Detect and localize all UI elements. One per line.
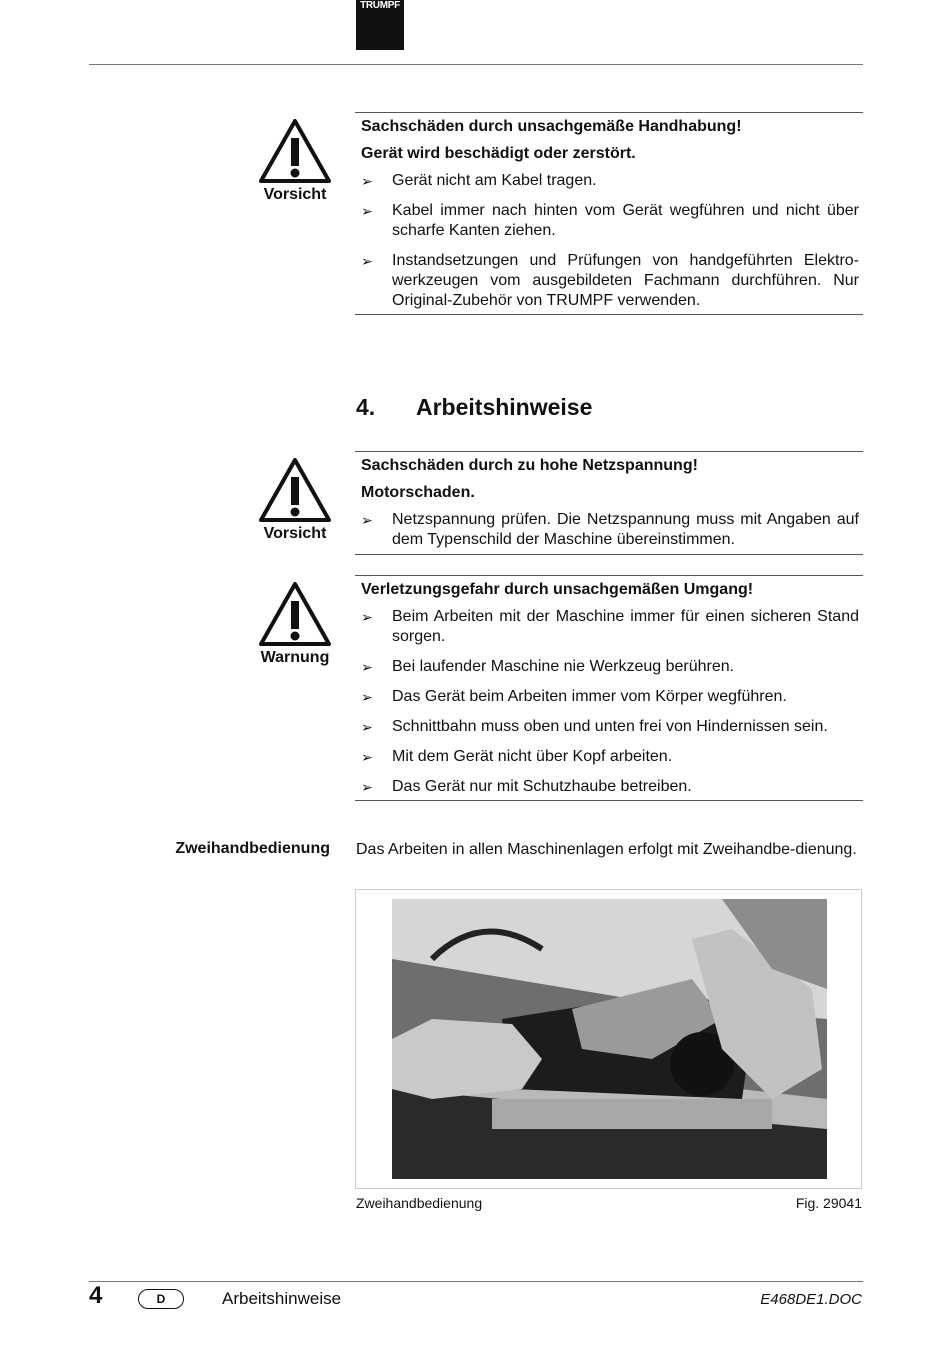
warning-label: Warnung (260, 649, 330, 666)
arrow-bullet-icon: ➢ (361, 609, 373, 625)
caution-label: Vorsicht (263, 186, 327, 203)
header-rule (89, 64, 863, 65)
warning-bottom-rule (355, 800, 863, 801)
arrow-bullet-icon: ➢ (361, 779, 373, 795)
section-heading (356, 394, 592, 421)
arrow-bullet-icon: ➢ (361, 689, 373, 705)
caution2-top-rule (355, 451, 863, 452)
warning-top-rule (355, 575, 863, 576)
list-item: ➢ Gerät nicht am Kabel tragen. (361, 172, 597, 189)
trumpf-logo: TRUMPF (356, 0, 404, 50)
document-id: E468DE1.DOC (760, 1291, 862, 1308)
arrow-bullet-icon: ➢ (361, 659, 373, 675)
caution2-block (361, 456, 859, 560)
list-item: ➢ Das Gerät beim Arbeiten immer vom Körper wegführen. (361, 688, 787, 705)
margin-label: Zweihandbedienung (175, 840, 330, 857)
arrow-bullet-icon: ➢ (361, 719, 373, 735)
caution2-title: Sachschäden durch zu hohe Netzspannung! (361, 457, 698, 474)
list-item: ➢ Kabel immer nach hinten vom Gerät wegführen und nicht über scharfe Kanten ziehen. (361, 202, 859, 239)
caution-icon-block (257, 118, 333, 204)
figure-photo (392, 899, 827, 1179)
caution1-title: Sachschäden durch unsachgemäße Handhabung! (361, 118, 742, 135)
twohand-paragraph: Das Arbeiten in allen Maschinenlagen erfolgt mit Zweihandbe-dienung. (356, 841, 857, 858)
arrow-bullet-icon: ➢ (361, 203, 373, 219)
caution2-bottom-rule (355, 554, 863, 555)
footer-rule (89, 1281, 863, 1282)
caution1-bottom-rule (355, 314, 863, 315)
arrow-bullet-icon: ➢ (361, 173, 373, 189)
caution2-label: Vorsicht (263, 525, 327, 542)
caution2-icon-block (257, 457, 333, 543)
warning-triangle-icon (258, 581, 332, 647)
section-title: Arbeitshinweise (416, 394, 593, 420)
two-hand-operation-photo (392, 899, 827, 1179)
warning-triangle-icon (258, 457, 332, 523)
arrow-bullet-icon: ➢ (361, 512, 373, 528)
list-item: ➢ Schnittbahn muss oben und unten frei von Hindernissen sein. (361, 718, 828, 735)
list-item: ➢ Mit dem Gerät nicht über Kopf arbeiten. (361, 748, 673, 765)
warning-block (361, 580, 859, 807)
language-badge: D (138, 1289, 184, 1309)
warning-title: Verletzungsgefahr durch unsachgemäßen Umgang! (361, 581, 754, 598)
caution1-top-rule (355, 112, 863, 113)
list-item: ➢ Netzspannung prüfen. Die Netzspannung muss mit Angaben auf dem Typenschild der Maschine übereinstimmen. (361, 511, 859, 548)
list-item: ➢ Beim Arbeiten mit der Maschine immer für einen sicheren Stand sorgen. (361, 608, 859, 645)
caution1-block (361, 117, 859, 321)
warning-icon-block (257, 581, 333, 667)
page-number: 4 (89, 1282, 103, 1309)
caution2-subtitle: Motorschaden. (361, 484, 475, 501)
list-item: ➢ Bei laufender Maschine nie Werkzeug berühren. (361, 658, 735, 675)
warning-triangle-icon (258, 118, 332, 184)
arrow-bullet-icon: ➢ (361, 749, 373, 765)
caution1-subtitle: Gerät wird beschädigt oder zerstört. (361, 145, 636, 162)
figure-caption: Zweihandbedienung (356, 1195, 483, 1211)
arrow-bullet-icon: ➢ (361, 253, 373, 269)
list-item: ➢ Das Gerät nur mit Schutzhaube betreiben. (361, 778, 692, 795)
section-number: 4. (356, 394, 376, 420)
footer-title: Arbeitshinweise (222, 1289, 342, 1308)
figure-number: Fig. 29041 (795, 1195, 862, 1211)
list-item: ➢ Instandsetzungen und Prüfungen von handgeführten Elektro-werkzeugen vom ausgebildeten Fachmann durchführen. Nur Original-Zubehör von TRUMPF verwenden. (361, 252, 859, 309)
